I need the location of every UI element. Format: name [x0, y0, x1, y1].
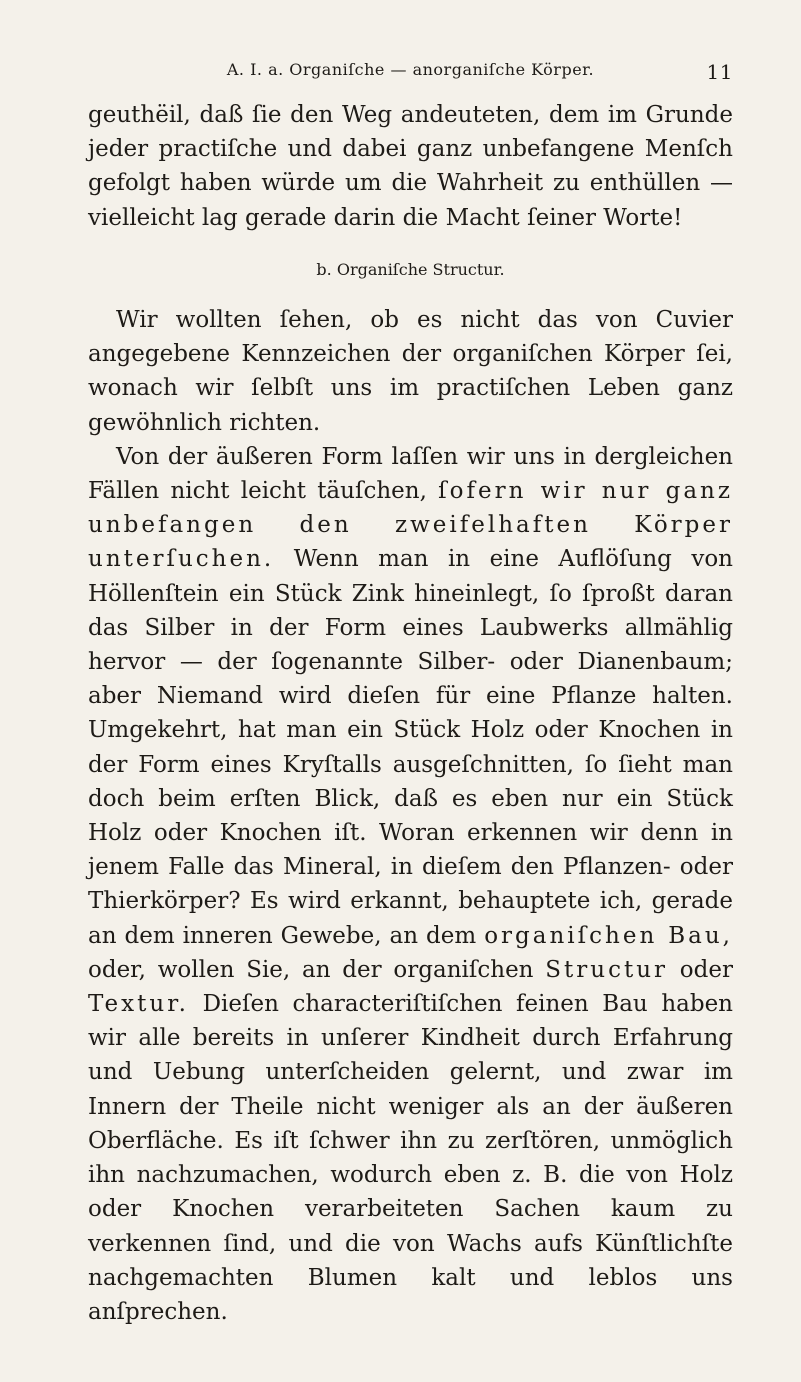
- paragraph-cuvier: Wir wollten ſehen, ob es nicht das von Cuvier angegebene Kennzeichen der organiſchen Körper ſei, wonach wir ſelbſt uns im practiſchen Leben ganz gewöhnlich richten.: [88, 307, 733, 436]
- emphasis-text: organiſchen Bau,: [484, 922, 733, 949]
- running-head: [88, 60, 733, 90]
- paragraph-continuation: geuthëil, daß ſie den Weg andeuteten, dem im Grunde jeder practiſche und dabei ganz unbefangene Menſch gefolgt haben würde um die Wahrheit zu enthüllen — vielleicht lag gerade darin die Macht ſeiner Worte!: [88, 102, 733, 231]
- page-number: 11: [706, 60, 733, 84]
- paragraph-text: oder: [668, 956, 733, 983]
- paragraph-text: Wenn man in eine Auflöſung von Höllenſtein ein Stück Zink hineinlegt, ſo ſproßt daran das Silber in der Form eines Laubwerks allmählig hervor — der ſogenannte Silber- oder Dianenbaum; aber Niemand wird dieſen für eine Pflanze halten. Umgekehrt, hat man ein Stück Holz oder Knochen in der Form eines Kryſtalls ausgeſchnitten, ſo ſieht man doch beim erſten Blick, daß es eben nur ein Stück Holz oder Knochen iſt. Woran erkennen wir denn in jenem Falle das Mineral, in dieſem den Pflanzen- oder Thierkörper? Es wird erkannt, behauptete ich, gerade an dem inneren Gewebe, an dem: [88, 546, 733, 949]
- paragraph-form: [88, 440, 733, 1329]
- emphasis-text: Textur.: [88, 991, 189, 1018]
- body-text: [88, 98, 733, 1329]
- paragraph-text: Von der äußeren Form laſſen wir uns in dergleichen Fällen nicht leicht täuſchen,: [88, 443, 733, 505]
- emphasis-text: ſofern wir nur ganz unbefangen den zweifelhaften Körper unterſuchen.: [88, 478, 733, 573]
- paragraph-text: oder, wollen Sie, an der organiſchen: [88, 956, 546, 983]
- emphasis-text: Structur: [545, 956, 669, 983]
- paragraph-text: Dieſen characteriſtiſchen feinen Bau haben wir alle bereits in unſerer Kindheit durch Erfahrung und Uebung unterſcheiden gelernt, und zwar im Innern der Theile nicht weniger als an der äußeren Oberfläche. Es iſt ſchwer ihn zu zerſtören, unmöglich ihn nachzumachen, wodurch eben z. B. die von Holz oder Knochen verarbeiteten Sachen kaum zu verkennen ſind, und die von Wachs aufs Künſtlichſte nachgemachten Blumen kalt und leblos uns anſprechen.: [88, 991, 733, 1325]
- running-title: A. I. a. Organiſche — anorganiſche Körper.: [226, 60, 595, 79]
- section-heading: b. Organiſche Structur.: [316, 259, 505, 279]
